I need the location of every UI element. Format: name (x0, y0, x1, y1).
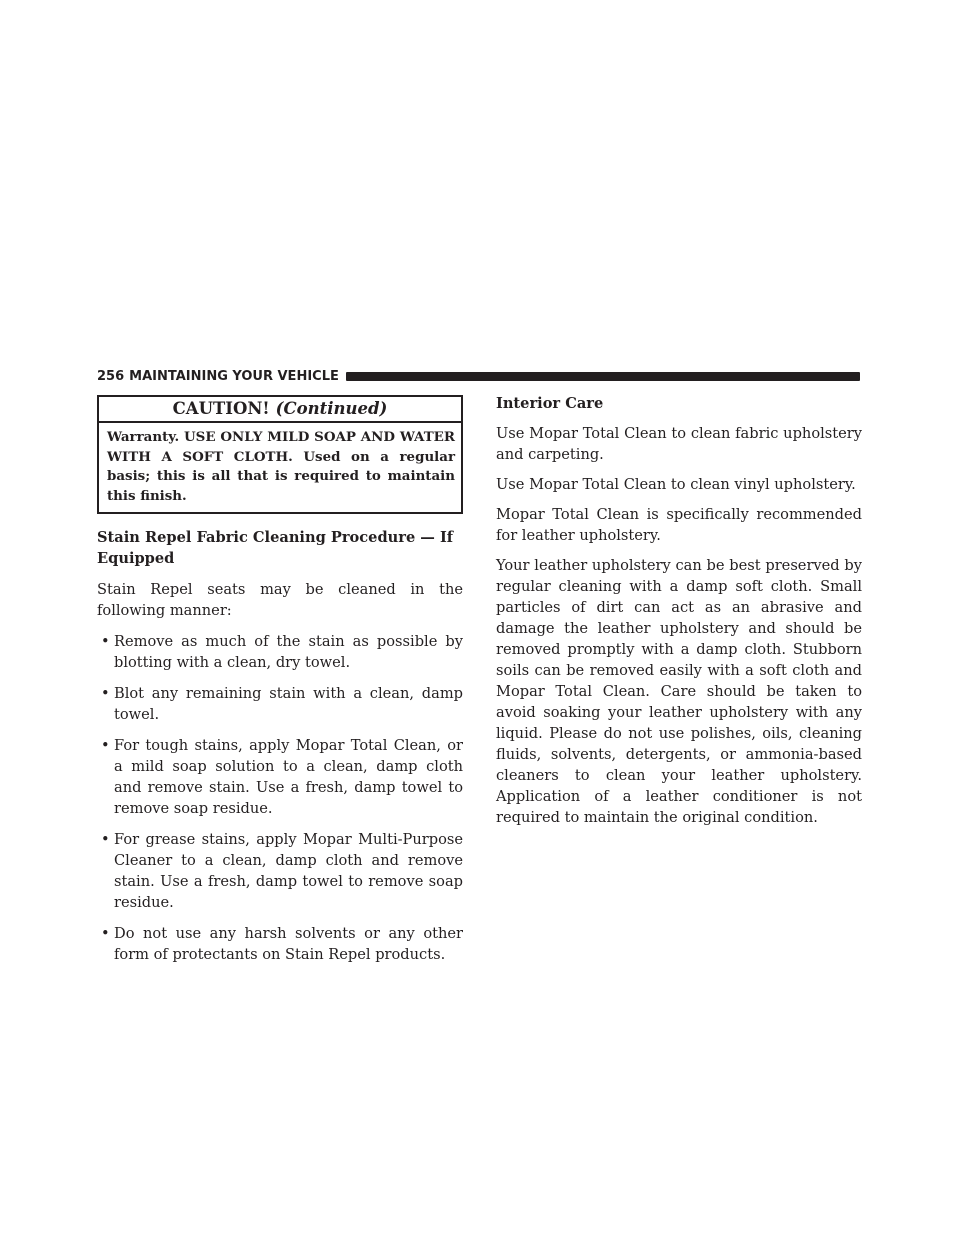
list-item: • For grease stains, apply Mopar Multi-Purpose Cleaner to a clean, damp cloth and remove stain. Use a fresh, damp towel to remove soap residue. (101, 831, 463, 911)
list-item: • Remove as much of the stain as possible by blotting with a clean, dry towel. (101, 633, 463, 671)
interior-care-paragraph: Use Mopar Total Clean to clean fabric upholstery and carpeting. (496, 425, 862, 463)
stain-repel-list (97, 631, 463, 965)
caution-header (99, 397, 461, 423)
interior-care-paragraph: Mopar Total Clean is specifically recommended for leather upholstery. (496, 506, 862, 544)
bullet-icon: • (101, 633, 110, 650)
bullet-icon: • (101, 685, 110, 702)
bullet-icon: • (101, 925, 110, 942)
bullet-icon: • (101, 831, 110, 848)
caution-body: Warranty. USE ONLY MILD SOAP AND WATER WITH A SOFT CLOTH. Used on a regular basis; this is all that is required to maintain this finish. (107, 429, 455, 504)
page-header (97, 366, 860, 386)
page-number: 256 (97, 368, 125, 384)
interior-care-paragraph: Your leather upholstery can be best preserved by regular cleaning with a damp soft cloth. Small particles of dirt can act as an abrasive and damage the leather upholstery and should be removed promptly with a damp cloth. Stubborn soils can be removed easily with a soft cloth and Mopar Total Clean. Care should be taken to avoid soaking your leather upholstery with any liquid. Please do not use polishes, oils, cleaning fluids, solvents, detergents, or ammonia-based cleaners to clean your leather upholstery. Application of a leather conditioner is not required to maintain the original condition. (496, 557, 862, 826)
caution-box (97, 395, 463, 514)
list-item: • Do not use any harsh solvents or any other form of protectants on Stain Repel products. (101, 925, 463, 963)
caution-title: CAUTION! (172, 399, 270, 418)
interior-care-paragraph: Use Mopar Total Clean to clean vinyl upholstery. (496, 476, 856, 493)
list-item: • For tough stains, apply Mopar Total Clean, or a mild soap solution to a clean, damp cloth and remove stain. Use a fresh, damp towel to remove soap residue. (101, 737, 463, 817)
stain-repel-heading: Stain Repel Fabric Cleaning Procedure — If Equipped (97, 529, 454, 567)
bullet-icon: • (101, 737, 110, 754)
right-column (496, 393, 862, 828)
list-item: • Blot any remaining stain with a clean, damp towel. (101, 685, 463, 723)
left-column (97, 395, 463, 965)
caution-continued: (Continued) (275, 399, 388, 418)
section-title: MAINTAINING YOUR VEHICLE (129, 368, 339, 384)
interior-care-heading: Interior Care (496, 395, 604, 412)
header-rule (346, 372, 860, 381)
stain-repel-intro: Stain Repel seats may be cleaned in the following manner: (97, 581, 463, 619)
